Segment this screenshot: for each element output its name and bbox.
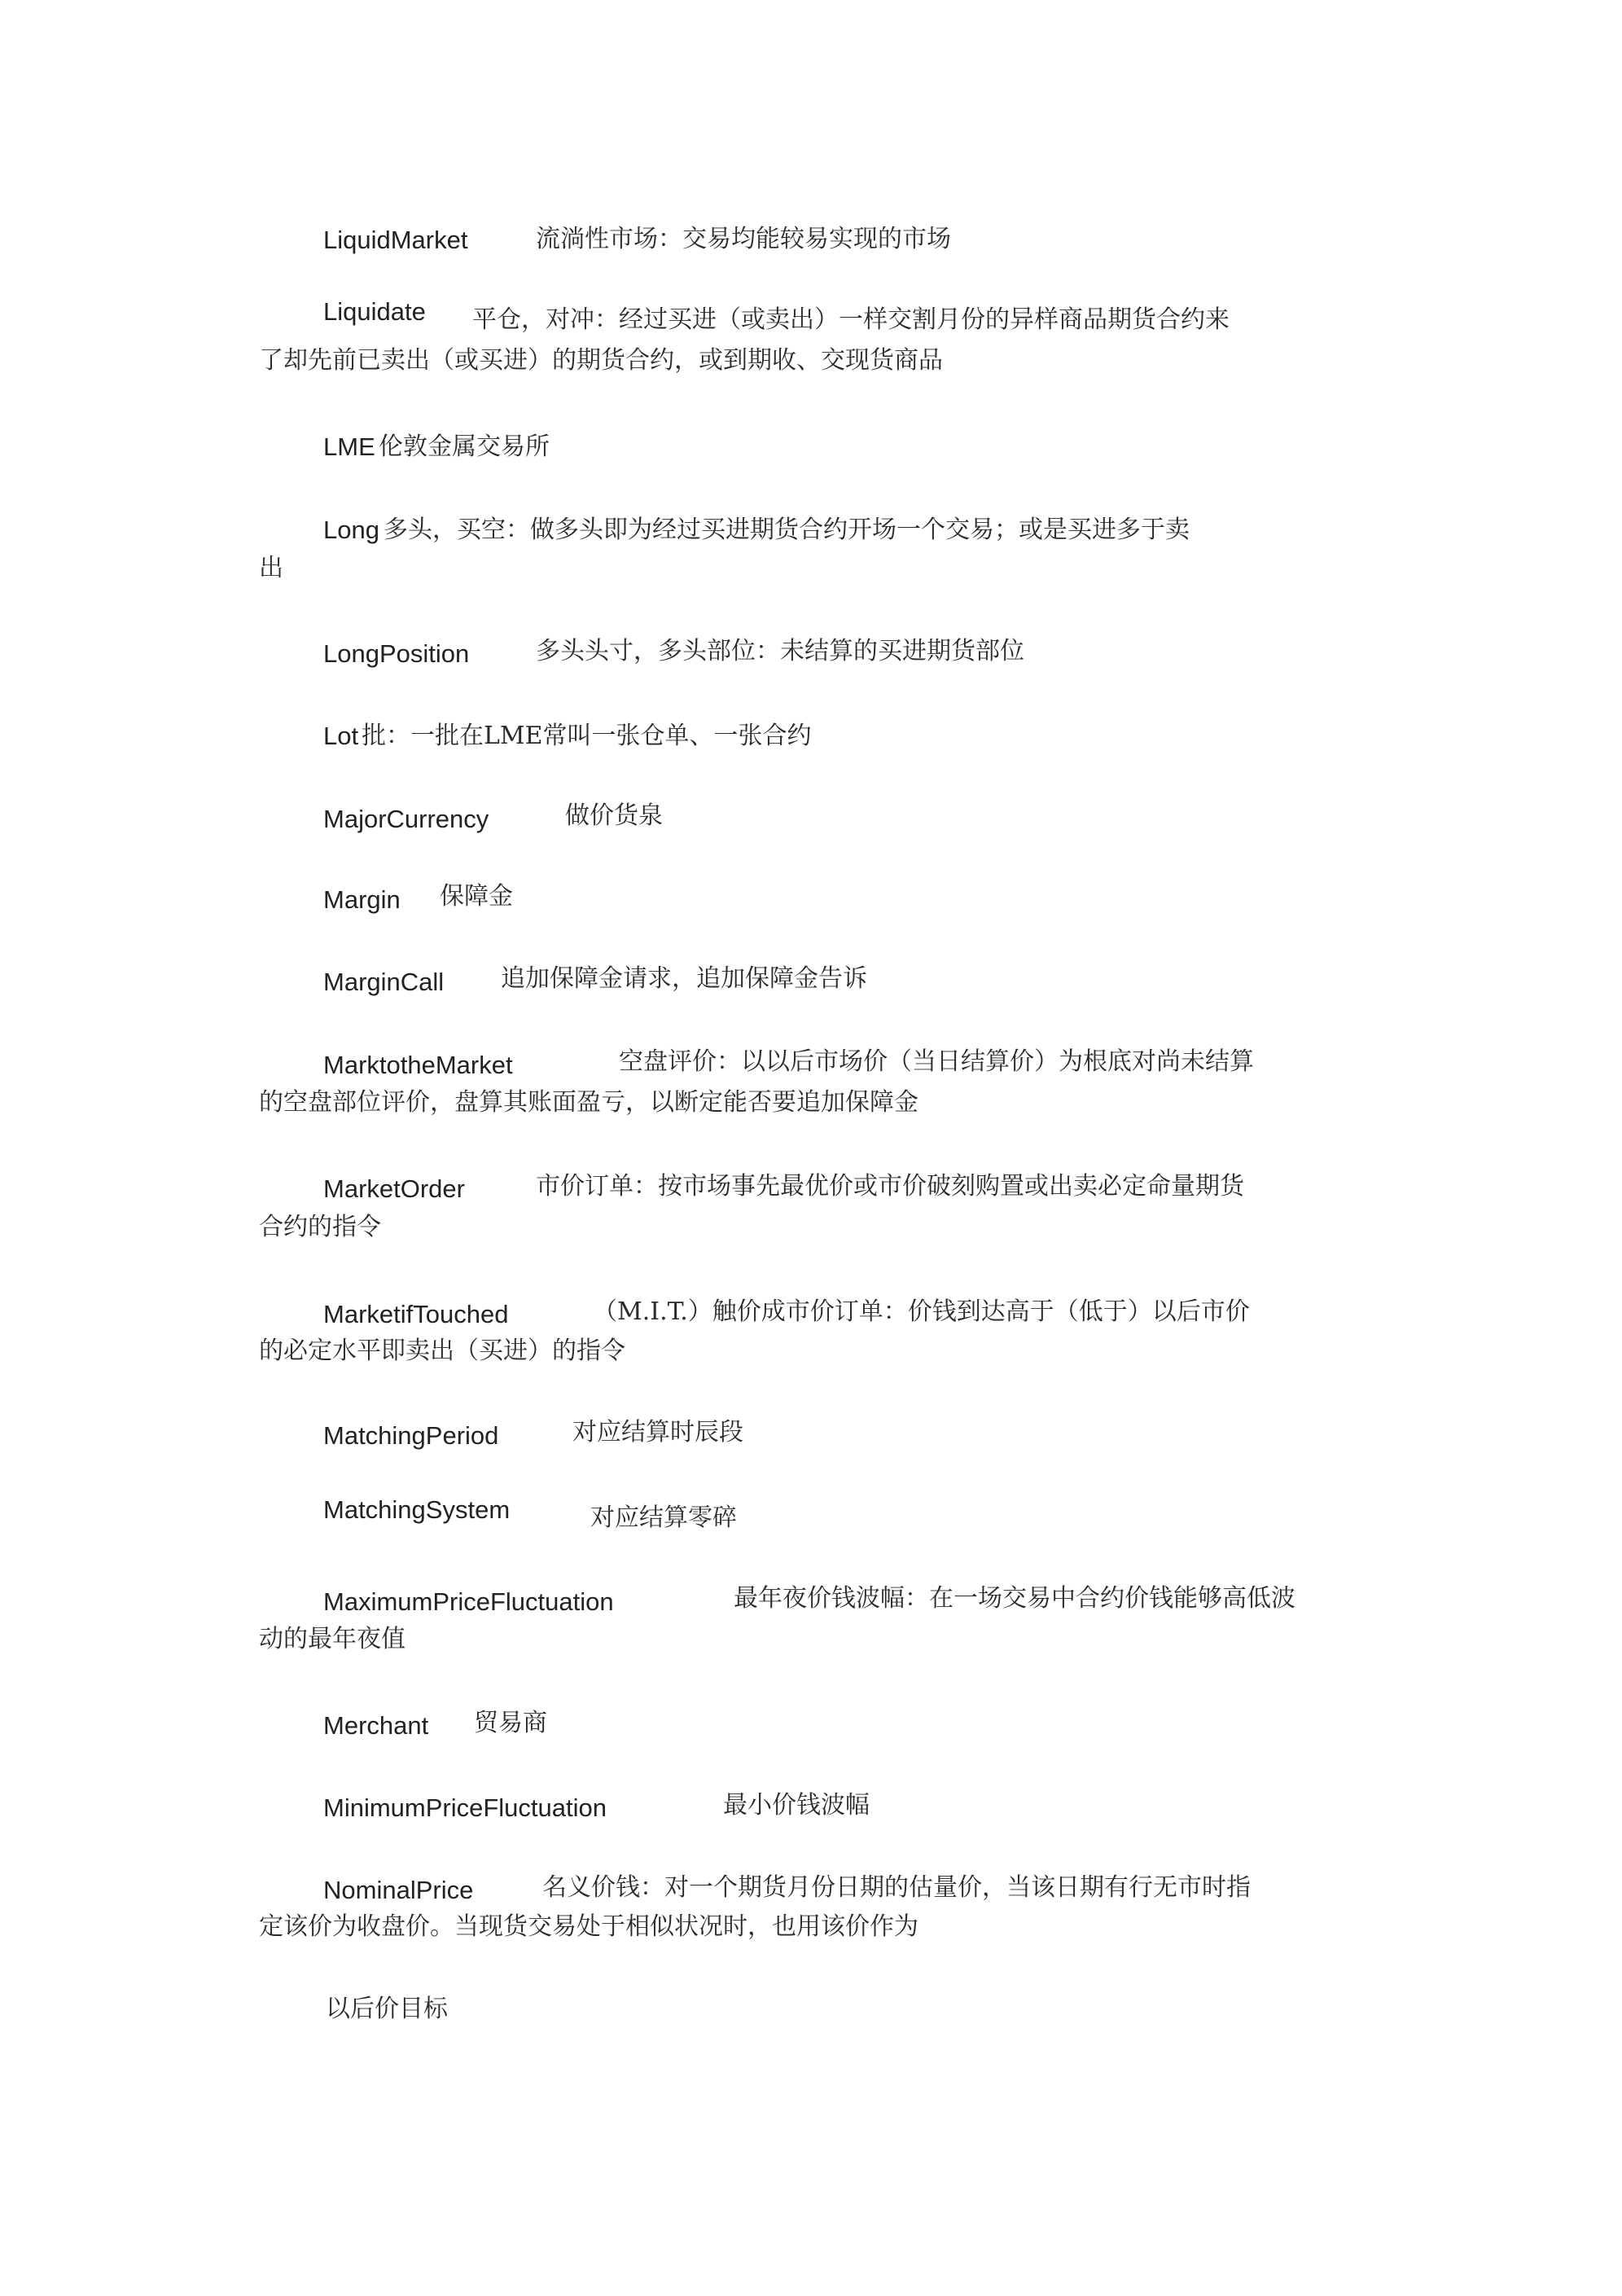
glossary-term: MarketOrder [323,1174,465,1203]
glossary-term: MatchingPeriod [323,1421,499,1450]
glossary-definition-continued: 合约的指令 [259,1213,381,1241]
glossary-definition-continued: 出 [259,554,283,582]
glossary-term: MarginCall [323,968,445,996]
paragraph-continuation: 以后价目标 [326,1995,448,2023]
glossary-definition: 做价货泉 [565,801,663,830]
glossary-definition-continued: 了却先前已卖出（或买进）的期货合约，或到期收、交现货商品 [259,346,943,375]
glossary-definition: 平仓，对冲：经过买进（或卖出）一样交割月份的异样商品期货合约来 [472,305,1230,334]
glossary-definition: 市价订单：按市场事先最优价或市价破刻购置或出卖必定命量期货 [536,1172,1244,1201]
glossary-term: MarktotheMarket [323,1051,513,1079]
glossary-definition: 贸易商 [474,1709,547,1737]
glossary-definition: 最年夜价钱波幅：在一场交易中合约价钱能够高低波 [734,1584,1295,1613]
glossary-term: MajorCurrency [323,805,489,833]
glossary-definition: 伦敦金属交易所 [379,432,550,461]
glossary-definition: 多头，买空：做多头即为经过买进期货合约开场一个交易；或是买进多于卖 [384,516,1190,544]
glossary-definition: 批：一批在LME常叫一张仓单、一张合约 [362,722,812,750]
glossary-term: LME [323,432,375,461]
glossary-term: LiquidMarket [323,226,468,254]
glossary-term: LongPosition [323,639,470,668]
glossary-term: Merchant [323,1711,429,1740]
glossary-term: NominalPrice [323,1876,474,1904]
glossary-definition: 空盘评价：以以后市场价（当日结算价）为根底对尚未结算 [619,1047,1254,1076]
glossary-term: Margin [323,885,401,914]
glossary-term: Long [323,516,379,544]
glossary-definition: 对应结算零碎 [590,1504,737,1532]
glossary-definition: 追加保障金请求，追加保障金告诉 [501,964,867,993]
glossary-term: Lot [323,722,359,750]
glossary-definition: 对应结算时辰段 [572,1418,743,1447]
glossary-definition-continued: 动的最年夜值 [259,1625,406,1653]
glossary-definition: 多头头寸，多头部位：未结算的买进期货部位 [536,637,1024,665]
glossary-definition: 名义价钱：对一个期货月份日期的估量价，当该日期有行无市时指 [542,1873,1251,1902]
glossary-term: MinimumPriceFluctuation [323,1793,607,1822]
glossary-term: Liquidate [323,297,426,326]
glossary-definition-continued: 的必定水平即卖出（买进）的指令 [259,1337,625,1365]
glossary-definition: 流淌性市场：交易均能较易实现的市场 [536,225,951,253]
glossary-term: MatchingSystem [323,1495,511,1524]
glossary-term: MaximumPriceFluctuation [323,1587,614,1616]
glossary-definition: 最小价钱波幅 [723,1791,870,1820]
glossary-term: MarketifTouched [323,1300,509,1328]
glossary-definition: 保障金 [440,882,513,911]
glossary-definition: （M.I.T.）触价成市价订单：价钱到达高于（低于）以后市价 [593,1297,1250,1326]
glossary-definition-continued: 的空盘部位评价，盘算其账面盈亏，以断定能否要追加保障金 [259,1088,918,1117]
glossary-definition-continued: 定该价为收盘价。当现货交易处于相似状况时，也用该价作为 [259,1912,918,1941]
